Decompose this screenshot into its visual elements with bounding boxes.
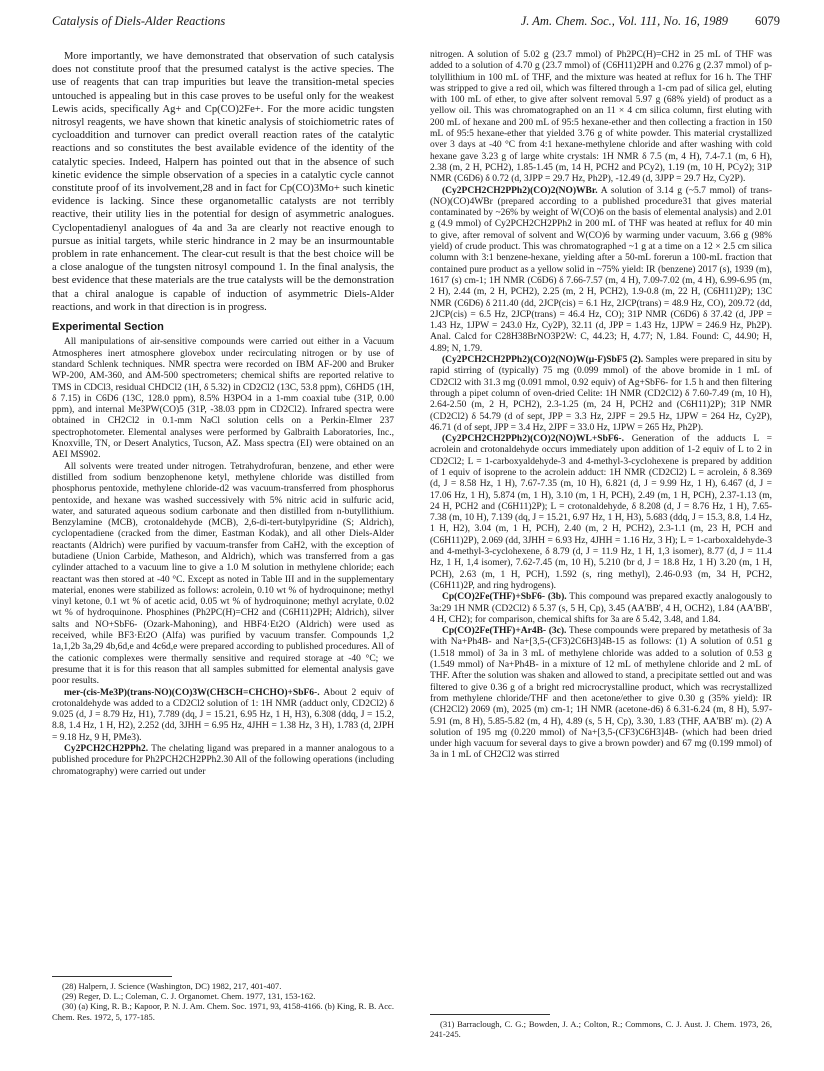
ligand-heading: Cy2PCH2CH2PPh2. xyxy=(64,744,149,755)
adduct-text: Generation of the adducts L = acrolein and crotonaldehyde occurs immediately upon addition of 1-2 equiv of L to 2 in CD2Cl2; L = 1-carboxyaldehyde-3 and 4-methyl-3-cyclohexene is prepared by addition of 1 equiv of isoprene to the acrolein adduct: 1H NMR (CD2Cl2) L = acrolein, δ 8.369 (d, J = 8.58 Hz, 1 H), 7.67-7.35 (m, 10 H), 6.821 (d, J = 9.99 Hz, 1 H), 6.467 (d, J = 17.06 Hz, 1 H), 5.874 (m, 1 H), 3.10 (m, 1 H, PCH), 2.49 (m, 1 H, PCH), 2.37-1.13 (m, 24 H, PCH2 and (C6H11)2P); L = crotonaldehyde, δ 8.208 (d, J = 8.76 Hz, 1 H), 7.65-7.38 (m, 10 H), 7.139 (dq, J = 15.21, 6.97 Hz, 1 H, H3), 5.683 (ddq, J = 15.3, 8.8, 1.4 Hz, 1 H, H2), 3.04 (m, 1 H, PCH), 2.40 (m, 2 H, PCH2), 2.3-1.1 (m, 23 H, PCH and (C6H11)2P), 2.069 (dd, 3JHH = 6.93 Hz, 4JHH = 1.16 Hz, 3 H); L = 1-carboxaldehyde-3 and 4-methyl-3-cyclohexene, δ 8.79 (d, J = 11.9 Hz, 1 H, 1,3 isomer), 8.77 (d, J = 11.4 Hz, 1 H, 1,4 isomer), 7.62-7.45 (m, 10 H), 5.210 (br d, J = 18.8 Hz, 1 H) 3.20 (m, 1 H, PCH), 2.63 (m, 1 H, PCH), 1.592 (s, ring methyl), 2.46-0.93 (m, 34 H, PCH2, (C6H11)2P, and ring hydrogens). xyxy=(430,434,772,591)
reference-item: (29) Reger, D. L.; Coleman, C. J. Organomet. Chem. 1977, 131, 153-162. xyxy=(62,991,316,1002)
references-right xyxy=(430,1014,772,1039)
methods-paragraph: All manipulations of air-sensitive compounds were carried out either in a Vacuum Atmospheres inert atmosphere glovebox under recirculating nitrogen or by use of standard Schlenk techniques. NMR spectra were recorded on IBM AF-200 and Bruker WP-200, AM-360, and AM-500 spectrometers; chemical shifts are reported relative to TMS in CDCl3, residual CHDCl2 (1H, δ 5.32) in CD2Cl2 (13C, 53.8 ppm), C6HD5 (1H, δ 7.15) in C6D6 (13C, 128.0 ppm), 8.5% H3PO4 in a 1-mm coaxial tube (31P, 0.00 ppm), and internal Me3PW(CO)5 (31P, -38.03 ppm in CD2Cl2). Infrared spectra were obtained in CH2Cl2 in 0.1-mm NaCl solution cells on a Perkin-Elmer 237 spectrophotometer. Elemental analyses were performed by Galbraith Laboratories, Inc., Knoxville, TN, or Desert Analytics, Tucson, AZ. Mass spectra (EI) were obtained on an AEI MS902. xyxy=(52,337,394,461)
conclusion-paragraph: More importantly, we have demonstrated that observation of such catalysis does not constitute proof that the presumed catalyst is the active species. The use of reagents that can trap impurities but leave the transition-metal species untouched is appealing but in this case proves to be useful only for the weakest Lewis acids, specifically Ag+ and Cp(CO)2Fe+. For the more acidic tungsten nitrosyl reagents, we have shown that kinetic analysis of stoichiometric rates of cycloaddition and turnover can predict overall reaction rates of the catalytic reactions and so constitutes the best available evidence of the identity of the catalytic species. Indeed, Halpern has pointed out that in the absence of such kinetic evidence the simple observation of a species in a catalytic cycle cannot constitute proof of its involvement,28 and in fact for Cp(CO)3Mo+ such kinetic evidence is lacking. Since these organometallic catalysts are not terribly reactive, their utility lies in the potential for design of asymmetric analogues. Cyclopentadienyl analogues of 4a and 3a are clearly not reactive enough to pursue as initial targets, while steric hindrance in 2 may be an insurmountable problem in rate enhancement. The clear-cut result is that the best choice will be a close analogue of the tungsten nitrosyl compound 1. In the final analysis, the best evidence that these materials are the true catalysts will be the demonstration that a chiral analogue is capable of induction of asymmetric Diels-Alder reactions, and work in that direction is in progress. xyxy=(52,51,394,313)
fluoro-text: Samples were prepared in situ by rapid stirring of (typically) 75 mg (0.099 mmol) of the above bromide in 1 mL of CD2Cl2 with 31.3 mg (0.091 mmol, 0.92 equiv) of Ag+SbF6- for 1.5 h and then filtering through a pipet column of oven-dried Celite: 1H NMR (CD2Cl2) δ 7.60-7.49 (m, 10 H), 2.64-2.50 (m, 2 H, PCH2), 2.3-1.25 (m, 24 H, PCH2 and (C6H11)2P); 31P NMR (CD2Cl2) δ 54.79 (d of sept, JPP = 3.3 Hz, 2JPF = 29.5 Hz, 1JPW = 264 Hz, Cy2P), 46.71 (d of sept, JPP = 3.4 Hz, 2JPF = 33.0 Hz, 1JPW = 265 Hz, Ph2P). xyxy=(430,355,772,433)
footnote-rule xyxy=(52,976,172,977)
left-column xyxy=(52,50,394,778)
iron-thf-paragraph xyxy=(430,592,772,626)
journal-citation: J. Am. Chem. Soc., Vol. 111, No. 16, 1989 xyxy=(520,14,728,28)
bromide-heading: (Cy2PCH2CH2PPh2)(CO)2(NO)WBr. xyxy=(442,185,598,196)
fluoro-heading: (Cy2PCH2CH2PPh2)(CO)2(NO)W(μ-F)SbF5 (2). xyxy=(442,355,644,366)
ligand-text: The chelating ligand was prepared in a manner analogous to a published procedure for Ph2PCH2CH2PPh2.30 All of the following operations (including chromatography) were carried out under xyxy=(52,744,394,777)
reference-item: (30) (a) King, R. B.; Kapoor, P. N. J. Am. Chem. Soc. 1971, 93, 4158-4166. (b) King, R. B. Acc. Chem. Res. 1972, 5, 177-185. xyxy=(52,1001,394,1022)
adduct-heading: (Cy2PCH2CH2PPh2)(CO)2(NO)WL+SbF6-. xyxy=(442,434,624,445)
bromide-paragraph xyxy=(430,186,772,355)
borate-text: These compounds were prepared by metathesis of 3a with Na+Ph4B- and Na+[3,5-(CF3)2C6H3]4B-15 as follows: (1) A solution of 0.51 g (1.518 mmol) of 3a in 3 mL of methylene chloride was added to a solution of 0.53 g (1.549 mmol) of Na+Ph4B- in a mixture of 12 mL of methylene chloride and 2 mL of THF. After the solution was shaken and allowed to stand, a precipitate settled out and was filtered to give 0.36 g of a bright red microcrystalline product, which was recrystallized from methylene chloride/THF and then acetone/ether to give 0.30 g (35% yield): IR (CH2Cl2) 2069 (m), 2025 (m) cm-1; 1H NMR (acetone-d6) δ 6.31-6.24 (m, 8 H), 5.97-5.91 (m, 8 H), 5.85-5.82 (m, 4 H), 4.89 (s, 5 H, Cp), 3.30, 1.83 (THF, AA'BB' m). (2) A solution of 195 mg (0.220 mmol) of Na+[3,5-(CF3)C6H3]4B- (which had been dried under high vacuum for several days to give a brown powder) and 67 mg (0.199 mmol) of 3a in 1 mL of CH2Cl2 was stirred xyxy=(430,626,772,761)
borate-heading: Cp(CO)2Fe(THF)+Ar4B- (3c). xyxy=(442,626,567,637)
references-left xyxy=(52,976,394,1022)
running-header xyxy=(52,14,780,32)
section-title: Experimental Section xyxy=(52,321,164,334)
solvents-paragraph: All solvents were treated under nitrogen. Tetrahydrofuran, benzene, and ether were distilled from sodium benzophenone ketyl, methylene chloride was distilled from phosphorus pentoxide, methylene chloride-d2 was vacuum-transferred from phosphorus pentoxide, and hexane was washed successively with 5% nitric acid in sulfuric acid, water, and saturated aqueous sodium carbonate and then distilled from n-butyllithium. Benzylamine (MCB), crotonaldehyde (MCB), 2,6-di-tert-butylpyridine (S; Aldrich), cyclopentadiene (cracked from the dimer, Eastman Kodak), and all other Diels-Alder reactants (Aldrich) were purified by vacuum-transfer from CaH2, with the exception of butadiene (Union Carbide, Matheson, and Aldrich), which was transferred from a gas cylinder attached to a vacuum line to give a 1.0 M solution in methylene chloride; each reactant was then stored at -40 °C. Except as noted in Table III and in the supplementary material, enones were stabilized as follows: acrolein, 0.10 wt % of hydroquinone; methyl vinyl ketone, 0.1 wt % of acetic acid, 0.05 wt % of hydroquinone; methyl acrylate, 0.02 wt % of hydroquinone. Phosphines (Ph2PC(H)=CH2 and (C6H11)2PH; Aldrich), silver salts and NO+SbF6- (Ozark-Mahoning), and HBF4·Et2O (Aldrich) were used as received, while BF3·Et2O (Alfa) was purified by vacuum transfer. Compounds 1,2 1a,1,2b 3a,29 4b,6d,e and 4c6d,e were prepared according to published procedures. All of the cationic complexes were thermally sensitive and required storage at -40 °C; we presume that it is for this reason that all samples submitted for elemental analysis gave poor results. xyxy=(52,461,394,687)
borate-paragraph xyxy=(430,626,772,762)
iron-thf-heading: Cp(CO)2Fe(THF)+SbF6- (3b). xyxy=(442,592,567,603)
reference-item: (28) Halpern, J. Science (Washington, DC) 1982, 217, 401-407. xyxy=(62,981,282,991)
iron-thf-text: This compound was prepared exactly analogously to 3a:29 1H NMR (CD2Cl2) δ 5.37 (s, 5 H, Cp), 3.45 (AA'BB', 4 H, OCH2), 1.84 (AA'BB', 4 H, CH2); for comparison, chemical shifts for 3a are δ 5.42, 3.48, and 1.84. xyxy=(430,592,773,625)
ligand-paragraph xyxy=(52,744,394,778)
running-title: Catalysis of Diels-Alder Reactions xyxy=(52,14,226,28)
bromide-text: A solution of 3.14 g (~5.7 mmol) of trans-(NO)(CO)4WBr (prepared according to a published procedure31 that gives material contaminated by ~26% by weight of W(CO)6 on the basis of elemental analysis) and 2.01 g (4.9 mmol) of Cy2PCH2CH2PPh2 in 200 mL of THF was heated at reflux for 40 min to give, after removal of solvent and W(CO)6 by warming under vacuum, 3.66 g (98% yield) of crude product. This was chromatographed ~1 g at a time on a 12 × 2.5 cm silica column with 3:1 benzene-hexane, yielding after a 50-mL forerun a 100-mL fraction that contained pure product as a yellow solid in ~75% yield: IR (benzene) 2017 (s), 1939 (m), 1617 (s) cm-1; 1H NMR (C6D6) δ 7.66-7.57 (m, 4 H), 7.09-7.02 (m, 4 H), 6.99-6.95 (m, 2 H), 2.44 (m, 2 H, PCH2), 2.25 (m, 2 H, PCH2), 1.9-0.8 (m, 22 H, (C6H11)2P); 13C NMR (C6D6) δ 211.40 (dd, 2JCP(cis) = 6.1 Hz, 2JCP(trans) = 48.9 Hz, CO), 209.72 (dd, 2JCP(cis) = 6.5 Hz, 2JCP(trans) = 46.4 Hz, CO); 31P NMR (C6D6) δ 37.42 (d, JPP = 1.43 Hz, 1JPW = 243.0 Hz, Cy2P), 32.11 (d, JPP = 1.43 Hz, 1JPW = 246.9 Hz, Ph2P). Anal. Calcd for C28H38BrNO3P2W: C, 44.23; H, 4.77; N, 1.84. Found: C, 44.90; H, 4.89; N, 1.79. xyxy=(430,185,772,354)
compound-heading: mer-(cis-Me3P)(trans-NO)(CO)3W(CH3CH=CHCHO)+SbF6-. xyxy=(64,687,320,698)
reference-item: (31) Barraclough, C. G.; Bowden, J. A.; Colton, R.; Commons, C. J. Aust. J. Chem. 1973, 26, 241-245. xyxy=(430,1019,772,1040)
compound-paragraph xyxy=(52,688,394,744)
fluoro-paragraph xyxy=(430,355,772,434)
continued-paragraph: nitrogen. A solution of 5.02 g (23.7 mmol) of Ph2PC(H)=CH2 in 25 mL of THF was added to a solution of 4.70 g (23.7 mmol) of (C6H11)2PH and 0.276 g (2.37 mmol) of p-tolyllithium in 100 mL of THF, and the mixture was heated at reflux for 16 h. The THF was stripped to give a red oil, which was filtered through a 1-cm pad of silica gel, eluting with 100 mL of ether, to give after solvent removal 5.97 g (68% yield) of product as a yellow oil. This was chromatographed on an 11 × 4 cm silica column, first eluting with 200 mL of hexane and 200 mL of 95:5 hexane-ether and then collecting a fraction in 150 mL of 95:5 hexane-ether that yielded 3.76 g of white powder. This material crystallized over 3 days at -40 °C from 4:1 hexane-methylene chloride and after washing with cold hexane gave 3.23 g of large white crystals: 1H NMR δ 7.5 (m, 4 H), 7.4-7.1 (m, 6 H), 2.38 (m, 2 H, PCH2), 1.85-1.45 (m, 14 H, PCH2 and PCy2), 1.19 (m, 10 H, PCy2); 31P NMR (C6D6) δ 0.72 (d, 3JPP = 29.7 Hz, Ph2P), -12.49 (d, 3JPP = 29.7 Hz, Cy2P). xyxy=(430,50,772,185)
page-number: 6079 xyxy=(755,14,780,28)
footnote-rule xyxy=(430,1014,550,1015)
adduct-paragraph xyxy=(430,434,772,592)
compound-text: About 2 equiv of crotonaldehyde was added to a CD2Cl2 solution of 1: 1H NMR (adduct only, CD2Cl2) δ 9.025 (d, J = 8.79 Hz, H1), 7.789 (dq, J = 15.21, 6.95 Hz, 1 H, H3), 6.308 (ddq, J = 15.2, 8.8, 1.4 Hz, 1 H, H2), 2.252 (dd, 3JHH = 6.95 Hz, 4JHH = 1.38 Hz, 3 H), 1.783 (d, 2JPH = 9.18 Hz, 9 H, PMe3). xyxy=(52,687,394,743)
right-column xyxy=(430,50,772,762)
